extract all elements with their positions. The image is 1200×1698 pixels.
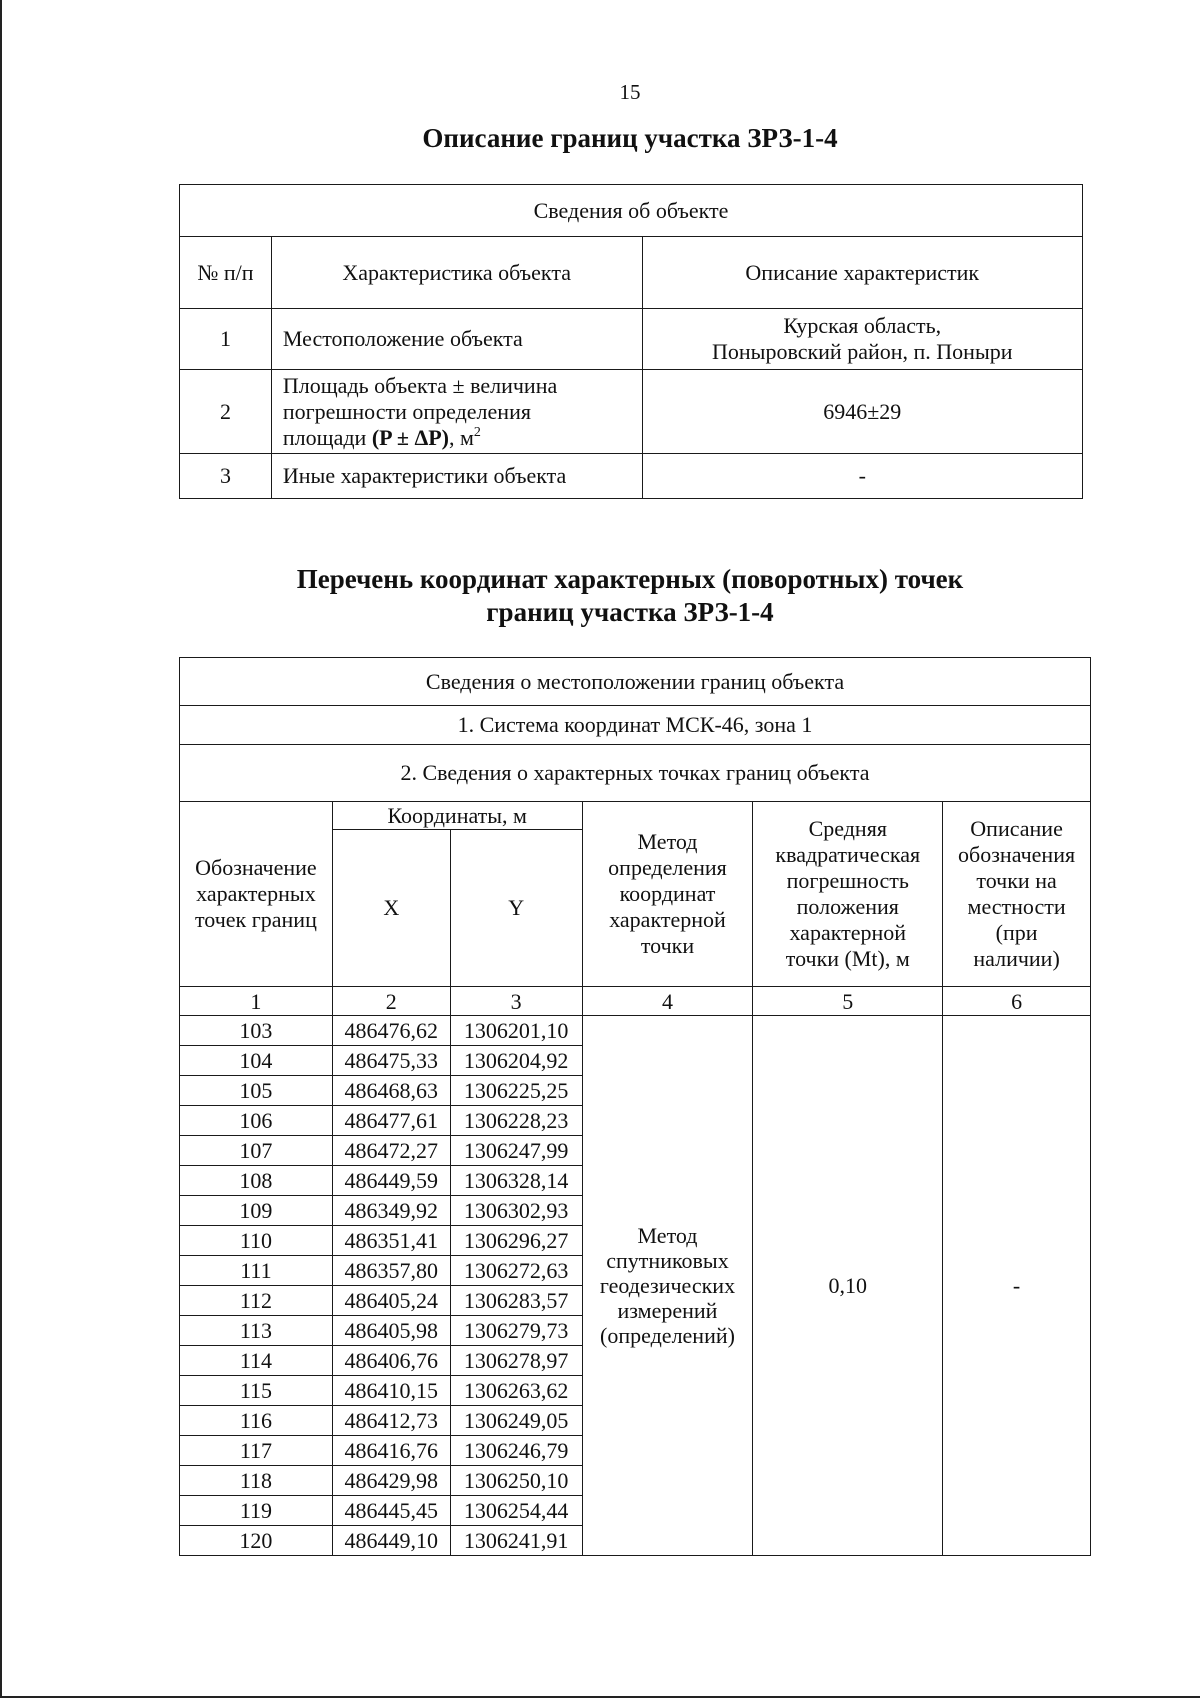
coordinate-x: 486406,76 [332, 1346, 450, 1376]
coordinate-x: 486449,59 [332, 1166, 450, 1196]
point-id: 110 [180, 1226, 333, 1256]
column-number: 2 [332, 987, 450, 1016]
header-error [753, 802, 943, 987]
description-cell: - [943, 1016, 1091, 1556]
coordinate-y: 1306250,10 [450, 1466, 582, 1496]
coordinate-y: 1306283,57 [450, 1286, 582, 1316]
header-line: Описание [970, 816, 1063, 841]
header-y: Y [450, 830, 582, 987]
header-point-description [943, 802, 1091, 987]
value-line: Курская область, [783, 313, 942, 338]
value-line: Поныровский район, п. Поныри [712, 339, 1013, 364]
object-info-table [179, 184, 1083, 499]
coordinate-x: 486416,76 [332, 1436, 450, 1466]
header-line: положения [796, 894, 899, 919]
method-cell [582, 1016, 753, 1556]
coordinate-x: 486449,10 [332, 1526, 450, 1556]
coordinate-system: 1. Система координат МСК-46, зона 1 [180, 706, 1091, 745]
point-id: 103 [180, 1016, 333, 1046]
coordinate-x: 486475,33 [332, 1046, 450, 1076]
header-characteristic: Характеристика объекта [271, 237, 642, 309]
coordinate-x: 486405,24 [332, 1286, 450, 1316]
coordinate-y: 1306263,62 [450, 1376, 582, 1406]
coordinate-x: 486357,80 [332, 1256, 450, 1286]
header-line: координат [619, 881, 716, 906]
method-line: геодезических [599, 1273, 736, 1298]
header-line: обозначения [958, 842, 1076, 867]
heading-line: границ участка ЗРЗ-1-4 [486, 597, 774, 627]
point-id: 112 [180, 1286, 333, 1316]
coordinate-y: 1306249,05 [450, 1406, 582, 1436]
row-number: 3 [180, 454, 272, 499]
coordinate-y: 1306225,25 [450, 1076, 582, 1106]
coordinates-table [179, 657, 1091, 1556]
header-line: определения [608, 855, 727, 880]
point-id: 114 [180, 1346, 333, 1376]
coordinate-y: 1306254,44 [450, 1496, 582, 1526]
coordinate-y: 1306241,91 [450, 1526, 582, 1556]
row-number: 1 [180, 309, 272, 370]
unit: , м [449, 424, 474, 450]
point-id: 106 [180, 1106, 333, 1136]
header-line: характерных [196, 881, 316, 906]
characteristic-value: 6946±29 [642, 370, 1082, 454]
header-line: Средняя [808, 816, 887, 841]
coordinate-y: 1306296,27 [450, 1226, 582, 1256]
header-line: Метод [637, 829, 698, 854]
header-line: погрешность [786, 868, 909, 893]
coordinate-x: 486351,41 [332, 1226, 450, 1256]
characteristic-value [642, 309, 1082, 370]
header-method [582, 802, 753, 987]
point-id: 109 [180, 1196, 333, 1226]
header-line: местности [967, 894, 1066, 919]
coordinate-x: 486477,61 [332, 1106, 450, 1136]
point-id: 105 [180, 1076, 333, 1106]
heading-line: Перечень координат характерных (поворотных) точек [296, 564, 964, 594]
header-line: квадратическая [775, 842, 921, 867]
point-id: 116 [180, 1406, 333, 1436]
page-edge-left [0, 0, 2, 1698]
column-number: 6 [943, 987, 1091, 1016]
characteristic-name: Иные характеристики объекта [271, 454, 642, 499]
characteristic-name [271, 370, 642, 454]
coordinate-y: 1306278,97 [450, 1346, 582, 1376]
table-row [180, 1016, 1091, 1046]
coordinate-rows [180, 1016, 1091, 1556]
coordinate-x: 486472,27 [332, 1136, 450, 1166]
name-line: погрешности определения [282, 398, 531, 424]
point-id: 119 [180, 1496, 333, 1526]
column-number: 5 [753, 987, 943, 1016]
coordinate-x: 486429,98 [332, 1466, 450, 1496]
header-x: X [332, 830, 450, 987]
coordinate-x: 486410,15 [332, 1376, 450, 1406]
coordinate-y: 1306279,73 [450, 1316, 582, 1346]
error-cell: 0,10 [753, 1016, 943, 1556]
header-number: № п/п [180, 237, 272, 309]
header-point-id [180, 802, 333, 987]
column-number: 3 [450, 987, 582, 1016]
points-subtitle: 2. Сведения о характерных точках границ объекта [180, 745, 1091, 802]
coordinate-x: 486349,92 [332, 1196, 450, 1226]
header-coordinates: Координаты, м [332, 802, 582, 830]
coordinate-y: 1306247,99 [450, 1136, 582, 1166]
header-line: точки [640, 933, 695, 958]
method-line: спутниковых [606, 1248, 729, 1273]
point-id: 108 [180, 1166, 333, 1196]
coordinate-x: 486476,62 [332, 1016, 450, 1046]
method-line: (определений) [600, 1323, 735, 1348]
coordinate-x: 486445,45 [332, 1496, 450, 1526]
coordinate-y: 1306228,23 [450, 1106, 582, 1136]
coordinate-y: 1306204,92 [450, 1046, 582, 1076]
name-line: Площадь объекта ± величина [282, 372, 558, 398]
section-heading-description: Описание границ участка ЗРЗ-1-4 [422, 123, 838, 153]
coordinate-x: 486405,98 [332, 1316, 450, 1346]
point-id: 115 [180, 1376, 333, 1406]
header-line: (при [995, 920, 1038, 945]
coordinate-x: 486412,73 [332, 1406, 450, 1436]
header-line: точки (Mt), м [785, 946, 910, 971]
section-heading-coordinates [0, 563, 1200, 629]
method-line: Метод [637, 1223, 698, 1248]
page-number: 15 [619, 80, 641, 104]
header-line: точки на [976, 868, 1057, 893]
header-line: Обозначение [195, 855, 317, 880]
coordinate-y: 1306246,79 [450, 1436, 582, 1466]
header-line: точек границ [194, 907, 317, 932]
point-id: 104 [180, 1046, 333, 1076]
point-id: 107 [180, 1136, 333, 1166]
header-line: характерной [789, 920, 907, 945]
header-line: характерной [609, 907, 726, 932]
header-line: наличии) [973, 946, 1060, 971]
point-id: 117 [180, 1436, 333, 1466]
name-line: площади [282, 424, 372, 450]
unit-superscript: 2 [473, 424, 481, 440]
column-number: 1 [180, 987, 333, 1016]
coordinate-x: 486468,63 [332, 1076, 450, 1106]
row-number: 2 [180, 370, 272, 454]
column-number: 4 [582, 987, 753, 1016]
header-description: Описание характеристик [642, 237, 1082, 309]
characteristic-name: Местоположение объекта [271, 309, 642, 370]
point-id: 111 [180, 1256, 333, 1286]
coordinate-y: 1306328,14 [450, 1166, 582, 1196]
point-id: 118 [180, 1466, 333, 1496]
point-id: 113 [180, 1316, 333, 1346]
coordinate-y: 1306302,93 [450, 1196, 582, 1226]
formula: (P ± ΔP) [371, 424, 449, 450]
point-id: 120 [180, 1526, 333, 1556]
coordinate-y: 1306272,63 [450, 1256, 582, 1286]
characteristic-value: - [642, 454, 1082, 499]
method-line: измерений [617, 1298, 718, 1323]
coordinate-y: 1306201,10 [450, 1016, 582, 1046]
coordinates-title: Сведения о местоположении границ объекта [180, 658, 1091, 706]
object-info-title: Сведения об объекте [180, 185, 1083, 237]
